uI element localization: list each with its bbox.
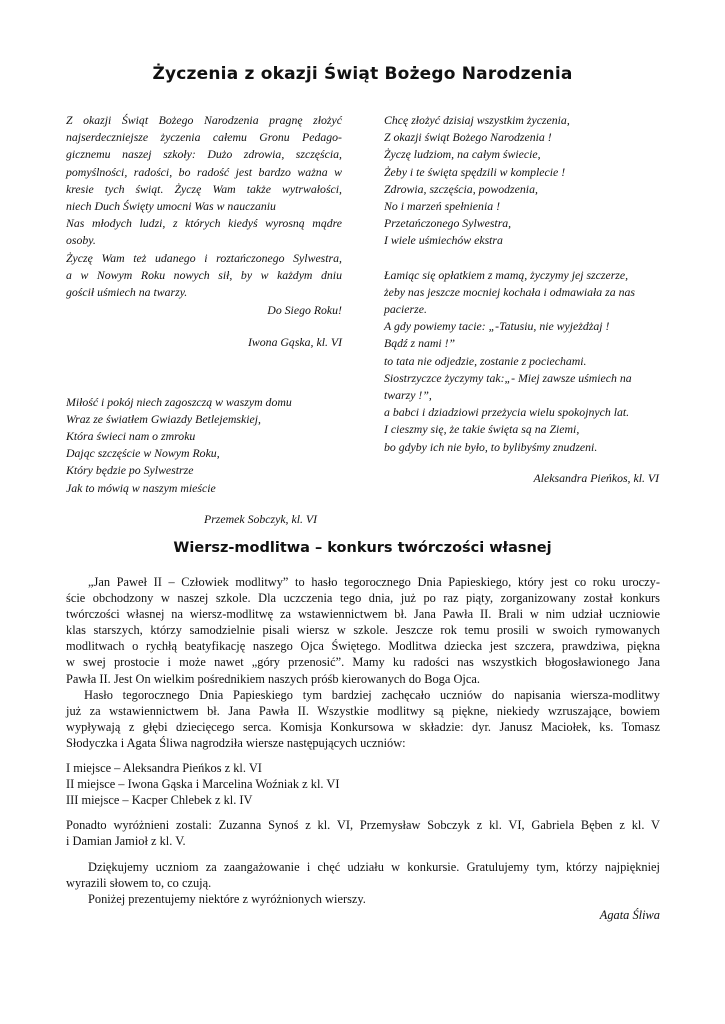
text-line: klas starszych, którzy samodzielnie pisali wiersz w szkole. Jeszcze rok temu prosili w swoich rymowanych	[66, 623, 660, 638]
text-line: wyrazili słowem to, co czują.	[66, 875, 212, 890]
text-line: Słodyczka i Agata Śliwa nagrodziła wiersze następujących uczniów:	[66, 735, 406, 750]
award-line: I miejsce – Aleksandra Pieńkos z kl. VI	[66, 761, 262, 776]
text-line: osoby.	[66, 233, 96, 248]
poem-line: Zdrowia, szczęścia, powodzenia,	[384, 181, 538, 196]
award-line: III miejsce – Kacper Chlebek z kl. IV	[66, 793, 253, 808]
author-signature: Agata Śliwa	[599, 907, 660, 922]
poem-line: bo gdyby ich nie było, to bylibyśmy znudzeni.	[384, 439, 598, 454]
text-line: już za wstawiennictwem bł. Jana Pawła II. Wszystkie modlitwy są piękne, niekiedy wzruszające, bowiem	[66, 703, 660, 718]
poem-line: Bądź z nami !”	[384, 336, 456, 351]
poem-line: Z okazji świąt Bożego Narodzenia !	[384, 130, 552, 145]
poem-line: to tata nie odjedzie, zostanie z pociechami.	[384, 353, 587, 368]
poem-line: Dając szczęście w Nowym Roku,	[66, 446, 220, 461]
text-line: pomyślności, radości, bo radość jest bardzo ważna w	[66, 164, 342, 179]
signature: Aleksandra Pieńkos, kl. VI	[533, 470, 659, 485]
poem-line: Wraz ze światłem Gwiazdy Betlejemskiej,	[66, 411, 261, 426]
text-line: a w Nowym Roku nowych sił, by w każdym dniu	[66, 267, 342, 282]
poem-line: A gdy powiemy tacie: „-Tatusiu, nie wyjeżdżaj !	[384, 319, 610, 334]
text-line: kresie tych świąt. Życzę Wam także wytrwałości,	[66, 181, 342, 196]
text-line: gicznemu naszej szkoły: Dużo zdrowia, szczęścia,	[66, 147, 342, 162]
poem-line: Jak to mówią w naszym mieście	[66, 480, 216, 495]
poem-line: pacierze.	[384, 302, 427, 317]
text-line: Poniżej prezentujemy niektóre z wyróżnionych wierszy.	[88, 891, 366, 906]
poem-line: I cieszmy się, że takie święta są na Ziemi,	[384, 422, 580, 437]
poem-line: Łamiąc się opłatkiem z mamą, życzymy jej szczerze,	[384, 267, 629, 282]
right-column	[384, 112, 659, 487]
award-line: II miejsce – Iwona Gąska i Marcelina Woźniak z kl. VI	[66, 777, 340, 792]
closing-greeting: Do Siego Roku!	[267, 303, 342, 318]
text-line: „Jan Paweł II – Człowiek modlitwy” to hasło tegorocznego Dnia Papieskiego, który jest co roku uroczy-	[88, 575, 660, 589]
poem-line: Życzę ludziom, na całym świecie,	[384, 147, 541, 162]
text-line: i Damian Jamioł z kl. V.	[66, 834, 186, 849]
text-line: Pawła II. Jest On wielkim pośrednikiem naszych próśb kierowanych do Boga Ojca.	[66, 671, 480, 686]
poem-line: twarzy !”,	[384, 388, 432, 403]
text-line: modlitwach o rychłą beatyfikację naszego Ojca Świętego. Modlitwa dziecka jest szczera, prawdziwa, piękna	[66, 639, 660, 654]
poem-line: Miłość i pokój niech zagoszczą w waszym domu	[66, 394, 292, 409]
page-title: Życzenia z okazji Świąt Bożego Narodzenia	[152, 64, 573, 84]
poem-line: Która świeci nam o zmroku	[66, 429, 196, 444]
text-line: wypływają z głębi dziecięcego serca. Komisja Konkursowa w składzie: dyr. Janusz Maciołek, ks. Tomasz	[66, 719, 660, 734]
text-line: najserdeczniejsze życzenia całemu Gronu Pedago-	[66, 130, 342, 145]
poem-line: Żeby i te święta spędzili w komplecie !	[384, 164, 566, 179]
signature: Przemek Sobczyk, kl. VI	[204, 511, 318, 526]
signature: Iwona Gąska, kl. VI	[247, 335, 342, 350]
text-line: Nas młodych ludzi, z których kiedyś wyrosną mądre	[66, 216, 342, 231]
text-line: Życzę Wam też udanego i roztańczonego Sylwestra,	[66, 250, 342, 265]
article-body	[66, 574, 660, 923]
left-column	[66, 112, 342, 528]
poem-line: Który będzie po Sylwestrze	[66, 463, 194, 478]
text-line: ście obchodzony w naszej szkole. Dla uczczenia tego dnia, już po raz piąty, zorganizowany został konkurs	[66, 591, 660, 606]
text-line: Dziękujemy uczniom za zaangażowanie i chęć udziału w konkursie. Gratulujemy tym, którzy najpiękniej	[88, 859, 660, 874]
poem-line: I wiele uśmiechów ekstra	[384, 233, 503, 248]
text-line: niech Duch Święty umocni Was w nauczaniu	[66, 199, 276, 214]
poem-line: Siostrzyczce życzymy tak:„- Miej zawsze uśmiech na	[384, 370, 632, 385]
text-line: twórczości własnej na wiersz-modlitwę za wstawiennictwem bł. Jana Pawła II. Brali w nim udział uczniowie	[66, 607, 660, 622]
poem-line: Przetańczonego Sylwestra,	[384, 216, 512, 231]
section-title: Wiersz-modlitwa – konkurs twórczości własnej	[173, 540, 552, 556]
text-line: gościł uśmiech na twarzy.	[66, 285, 188, 300]
poem-line: Chcę złożyć dzisiaj wszystkim życzenia,	[384, 113, 570, 127]
text-line: w swej prostocie i może nawet „góry przenosić”. Mamy ku radości nas wszystkich błogosławionego Jana	[66, 655, 660, 670]
poem-line: żeby nas jeszcze mocniej kochała i odmawiała za nas	[384, 284, 635, 299]
poem-line: No i marzeń spełnienia !	[384, 199, 500, 214]
text-line: Z okazji Świąt Bożego Narodzenia pragnę złożyć	[66, 113, 342, 127]
text-line: Ponadto wyróżnieni zostali: Zuzanna Synoś z kl. VI, Przemysław Sobczyk z kl. VI, Gabriela Bęben z kl. V	[66, 818, 660, 833]
poem-line: a babci i dziadziowi przeżycia wielu spokojnych lat.	[384, 405, 630, 420]
text-line: Hasło tegorocznego Dnia Papieskiego tym bardziej zachęcało uczniów do napisania wiersza-modlitwy	[84, 687, 660, 702]
